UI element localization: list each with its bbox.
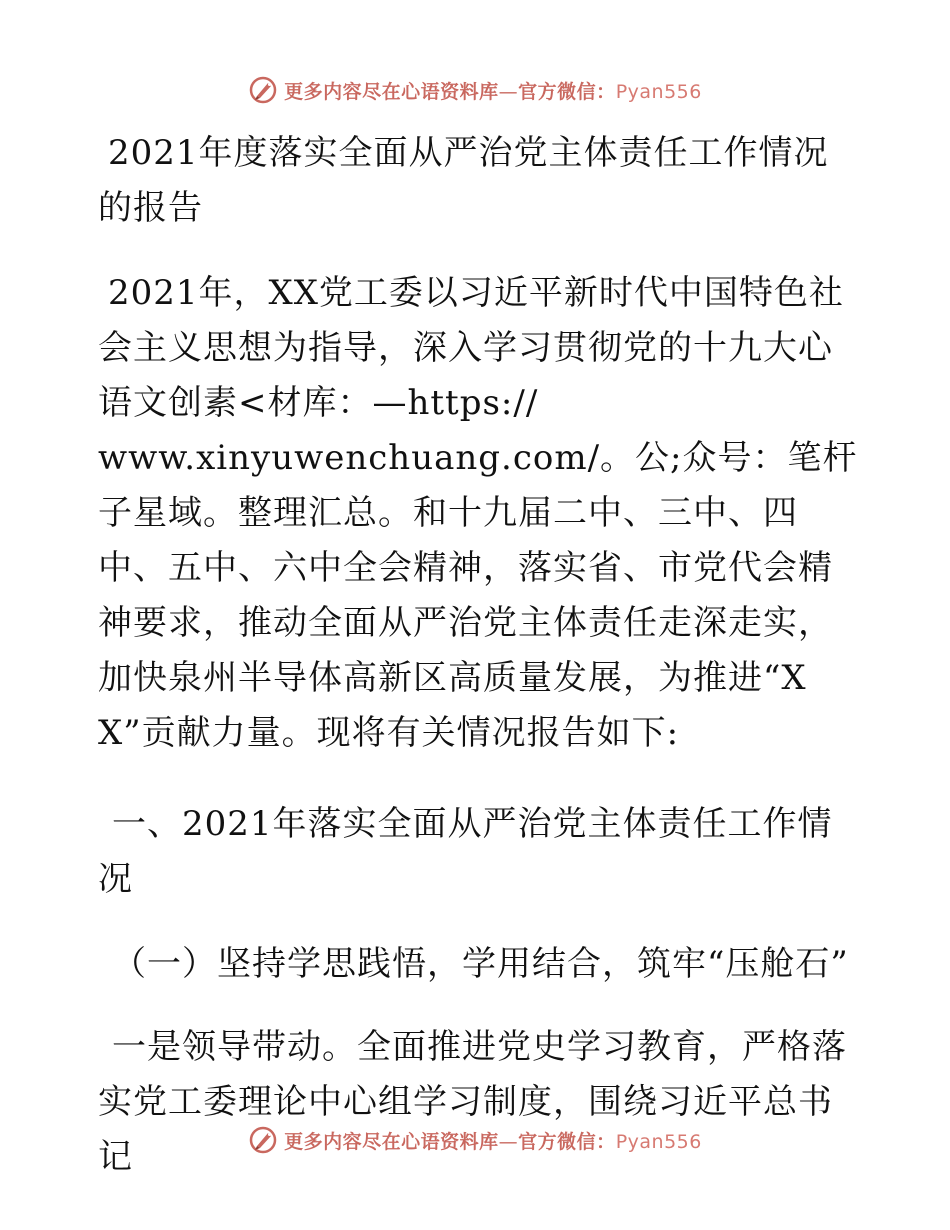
subsection-heading: （一）坚持学思践悟，学用结合，筑牢“压舱石” (112, 944, 849, 984)
watermark-handle: Pyan556 (615, 1130, 702, 1153)
watermark-dash: — (498, 80, 519, 103)
watermark-handle: Pyan556 (615, 80, 702, 103)
body-paragraph: 一是领导带动。全面推进党史学习教育，严格落实党工委理论中心组学习制度，围绕习近平总书记 (98, 1027, 847, 1177)
pen-circle-logo-icon (248, 75, 278, 105)
watermark-label: 官方微信： (518, 1130, 616, 1153)
watermark-main: 更多内容尽在心语资料库 (284, 80, 499, 103)
document-body (98, 126, 858, 1185)
pen-circle-logo-icon (248, 1125, 278, 1155)
intro-line-1: 2021年，XX党工委以习近平新时代中国特色社会主义思想为指导，深入学习贯彻党的十九大心语文创素<材库：—https:// (98, 273, 844, 423)
document-title: 2021年度落实全面从严治党主体责任工作情况的报告 (98, 133, 829, 228)
watermark-label: 官方微信： (518, 80, 616, 103)
intro-paragraph (98, 266, 858, 761)
watermark-text (284, 77, 702, 104)
watermark-text (284, 1127, 702, 1154)
watermark-main: 更多内容尽在心语资料库 (284, 1130, 499, 1153)
footer-watermark (0, 1120, 950, 1160)
header-watermark (0, 70, 950, 110)
watermark-dash: — (498, 1130, 519, 1153)
intro-line-2: www.xinyuwenchuang.com/。公;众号：笔杆子星域。整理汇总。和十九届二中、三中、四中、五中、六中全会精神，落实省、市党代会精神要求，推动全面从严治党主体责任走深走实，加快泉州半导体高新区高质量发展，为推进“XX”贡献力量。现将有关情况报告如下: (98, 438, 858, 753)
section-heading: 一、2021年落实全面从严治党主体责任工作情况 (98, 804, 833, 899)
